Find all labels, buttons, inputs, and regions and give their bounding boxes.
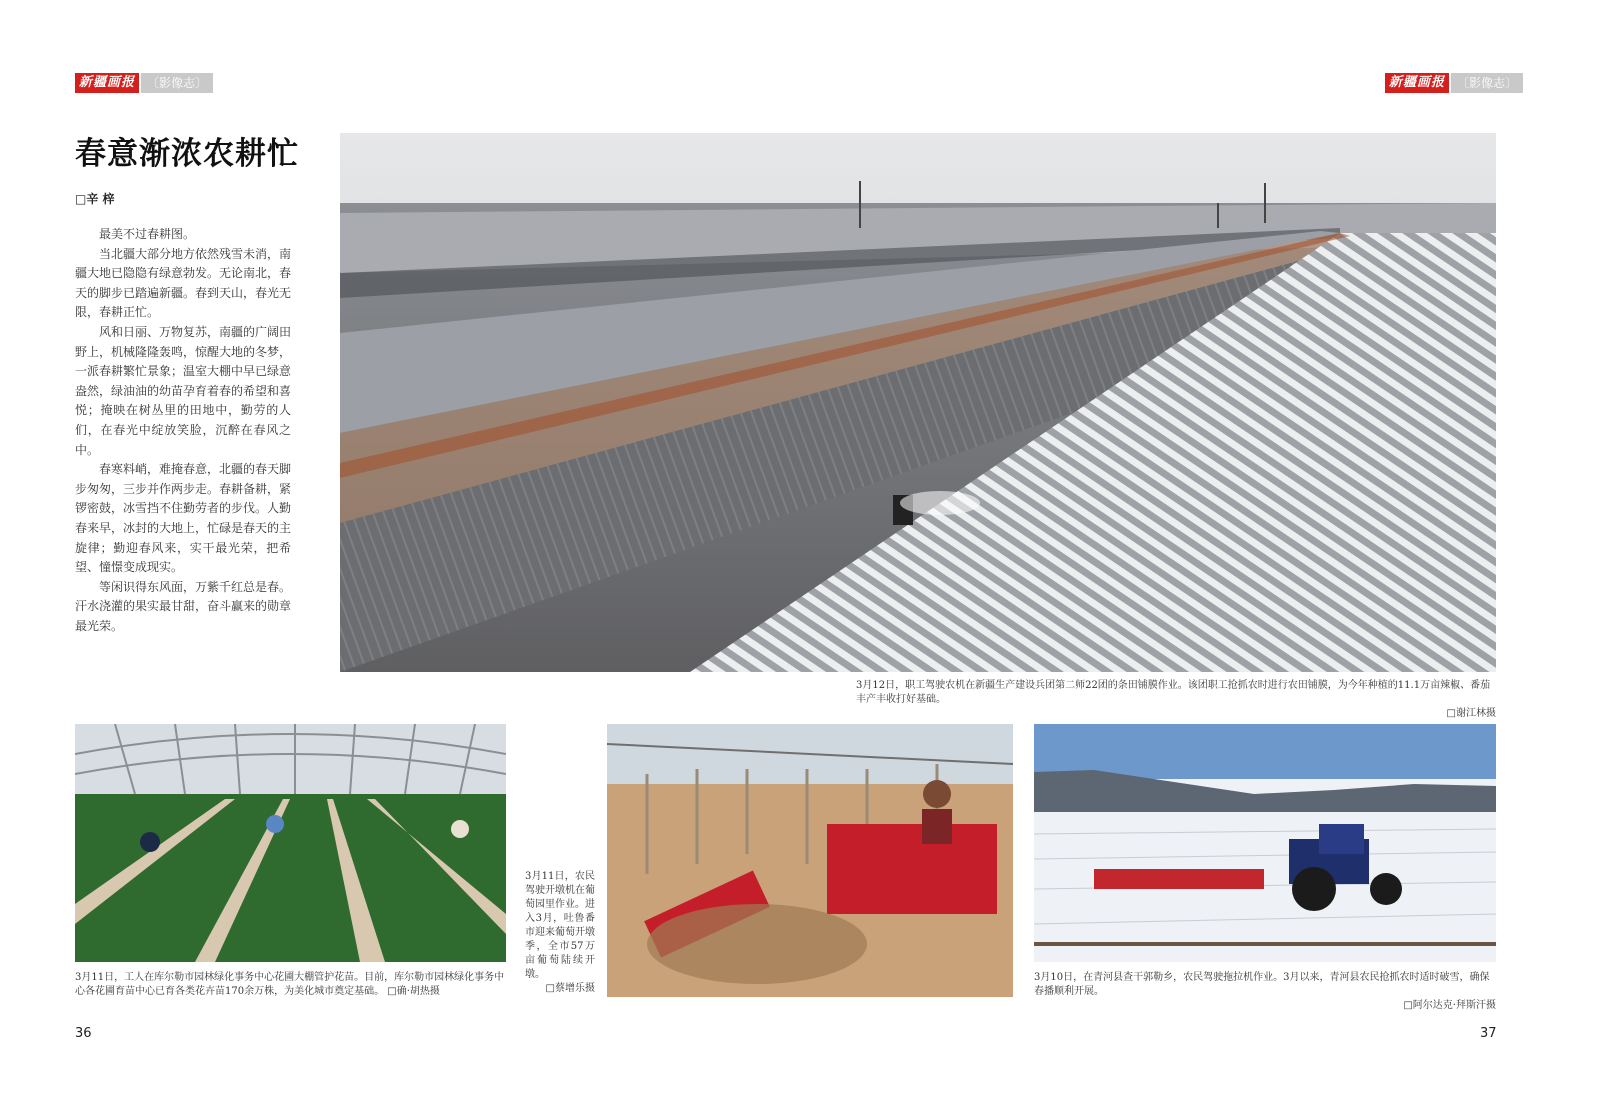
header-badge-left (75, 73, 213, 93)
section-label: 〔影像志〕 (141, 73, 213, 93)
article-paragraph: 风和日丽、万物复苏，南疆的广阔田野上，机械隆隆轰鸣，惊醒大地的冬梦，一派春耕繁忙景象；温室大棚中早已绿意盎然，绿油油的幼苗孕育着春的希望和喜悦；掩映在树丛里的田地中，勤劳的人们，在春光中绽放笑脸，沉醉在春风之中。 (75, 324, 292, 457)
photo-credit: □阿尔达克·拜斯汗摄 (1403, 1000, 1496, 1011)
article-paragraph: 当北疆大部分地方依然残雪未消，南疆大地已隐隐有绿意勃发。无论南北，春天的脚步已踏遍新疆。春到天山，春光无限，春耕正忙。 (75, 246, 292, 320)
greenhouse-caption (75, 971, 506, 999)
caption-text: 3月12日，职工驾驶农机在新疆生产建设兵团第二师22团的条田铺膜作业。该团职工抢抓农时进行农田铺膜，为今年种植的11.1万亩辣椒、番茄丰产丰收打好基础。 (856, 680, 1491, 705)
greenhouse-photo (75, 724, 506, 962)
caption-text: 3月11日，工人在库尔勒市园林绿化事务中心花圃大棚管护花苗。目前，库尔勒市园林绿化事务中心各花圃育苗中心已育各类花卉苗170余万株，为美化城市奠定基础。 (75, 972, 505, 997)
main-photo-caption (856, 679, 1496, 721)
photo-credit: □确·胡热摄 (387, 986, 440, 997)
page-number-left: 36 (75, 1026, 92, 1041)
section-label: 〔影像志〕 (1451, 73, 1523, 93)
article-paragraph: 最美不过春耕图。 (99, 227, 196, 241)
header-badge-right (1385, 73, 1523, 93)
snowfield-caption (1034, 971, 1496, 1013)
magazine-logo: 新疆画报 (1385, 73, 1449, 93)
snowfield-tractor-photo (1034, 724, 1496, 962)
photo-credit: □谢江林摄 (1446, 708, 1496, 719)
main-photo-field-mulching (340, 133, 1496, 672)
article-author: □辛 梓 (75, 192, 115, 206)
article-body (75, 225, 291, 636)
article-title: 春意渐浓农耕忙 (75, 136, 299, 172)
caption-text: 3月10日，在青河县查干郭勒乡，农民驾驶拖拉机作业。3月以来，青河县农民抢抓农时适时破雪，确保春播顺利开展。 (1034, 972, 1490, 997)
magazine-logo: 新疆画报 (75, 73, 139, 93)
article-paragraph: 等闲识得东风面，万紫千红总是春。汗水浇灌的果实最甘甜，奋斗赢来的勋章最光荣。 (75, 579, 292, 633)
caption-text: 3月11日，农民驾驶开墩机在葡萄园里作业。进入3月，吐鲁番市迎来葡萄开墩季，全市57万亩葡萄陆续开墩。 (525, 871, 595, 980)
photo-credit: □蔡增乐摄 (545, 983, 595, 994)
article-paragraph: 春寒料峭，难掩春意，北疆的春天脚步匆匆，三步并作两步走。春耕备耕，紧锣密鼓，冰雪挡不住勤劳者的步伐。人勤春来早，冰封的大地上，忙碌是春天的主旋律；勤迎春风来，实干最光荣，把希望、憧憬变成现实。 (75, 462, 292, 575)
vineyard-caption (525, 870, 595, 996)
vineyard-photo (607, 724, 1013, 997)
page-number-right: 37 (1480, 1026, 1497, 1041)
